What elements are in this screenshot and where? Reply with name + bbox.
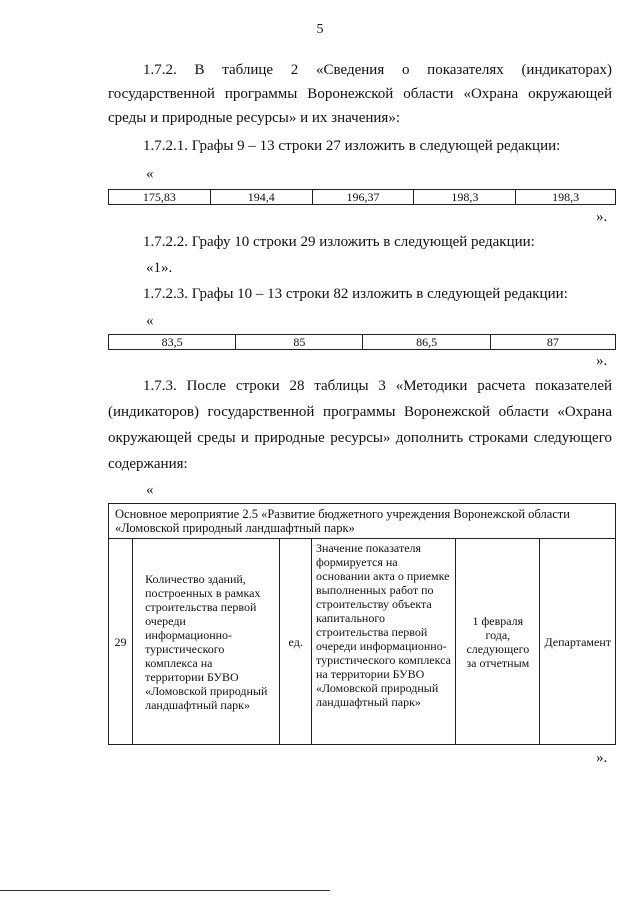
table-a-cell-2: 194,4	[210, 190, 312, 205]
table-b-cell-4: 87	[490, 335, 615, 350]
table-a-cell-1: 175,83	[109, 190, 211, 205]
paragraph-1-7-2-1: 1.7.2.1. Графы 9 – 13 строки 27 изложить в следующей редакции:	[143, 138, 561, 154]
table-a-cell-3: 196,37	[312, 190, 414, 205]
table-c-open-quote: «	[146, 482, 154, 498]
footnote-divider	[0, 890, 330, 891]
p173-line4: содержания:	[108, 456, 188, 472]
table-b-close-quote: ».	[596, 353, 608, 369]
paragraph-1-7-2-3: 1.7.2.3. Графы 10 – 13 строки 82 изложить в следующей редакции:	[143, 286, 568, 302]
p173-line3: окружающей среды и природные ресурсы» дополнить строками следующего	[108, 430, 612, 446]
paragraph-value-1: «1».	[146, 260, 173, 276]
p172-line3: среды и природные ресурсы» и их значения»:	[108, 110, 400, 126]
table-b-cell-2: 85	[236, 335, 363, 350]
table-b	[108, 334, 616, 350]
table-a-close-quote: ».	[596, 209, 608, 225]
p172-line2: государственной программы Воронежской области «Охрана окружающей	[108, 86, 612, 102]
page-number: 5	[316, 22, 324, 37]
table-c-close-quote: ».	[596, 750, 608, 766]
table-c-indicator: Количество зданий, построенных в рамках строительства первой очереди информационно-туристического комплекса на территории БУВО «Ломовской природный ландшафтный парк»	[133, 539, 280, 745]
table-c-method: Значение показателя формируется на основании акта о приемке выполненных работ по строительству объекта капитального строительства первой очереди информационно-туристического комплекса на территории БУВО «Ломовской природный ландшафтный парк»	[311, 539, 455, 745]
table-a	[108, 189, 616, 205]
p173-line1: 1.7.3. После строки 28 таблицы 3 «Методики расчета показателей	[143, 378, 612, 394]
table-a-open-quote: «	[146, 166, 154, 182]
table-b-cell-3: 86,5	[363, 335, 490, 350]
table-b-open-quote: «	[146, 313, 154, 329]
p172-line1: 1.7.2. В таблице 2 «Сведения о показателях (индикаторах)	[143, 62, 612, 78]
table-c-row-number: 29	[109, 539, 133, 745]
table-c-unit: ед.	[280, 539, 312, 745]
table-b-cell-1: 83,5	[109, 335, 236, 350]
p173-line2: (индикаторов) государственной программы Воронежской области «Охрана	[108, 404, 612, 420]
paragraph-1-7-3	[108, 373, 612, 477]
table-c-responsible: Департамент	[540, 539, 616, 745]
table-a-cell-4: 198,3	[414, 190, 516, 205]
table-c	[108, 503, 616, 745]
table-c-deadline: 1 февраля года, следующего за отчетным	[456, 539, 540, 745]
table-a-cell-5: 198,3	[516, 190, 616, 205]
table-c-header: Основное мероприятие 2.5 «Развитие бюджетного учреждения Воронежской области «Ломовской природный ландшафтный парк»	[109, 504, 616, 539]
paragraph-1-7-2-2: 1.7.2.2. Графу 10 строки 29 изложить в следующей редакции:	[143, 234, 535, 250]
paragraph-1-7-2	[108, 58, 612, 130]
